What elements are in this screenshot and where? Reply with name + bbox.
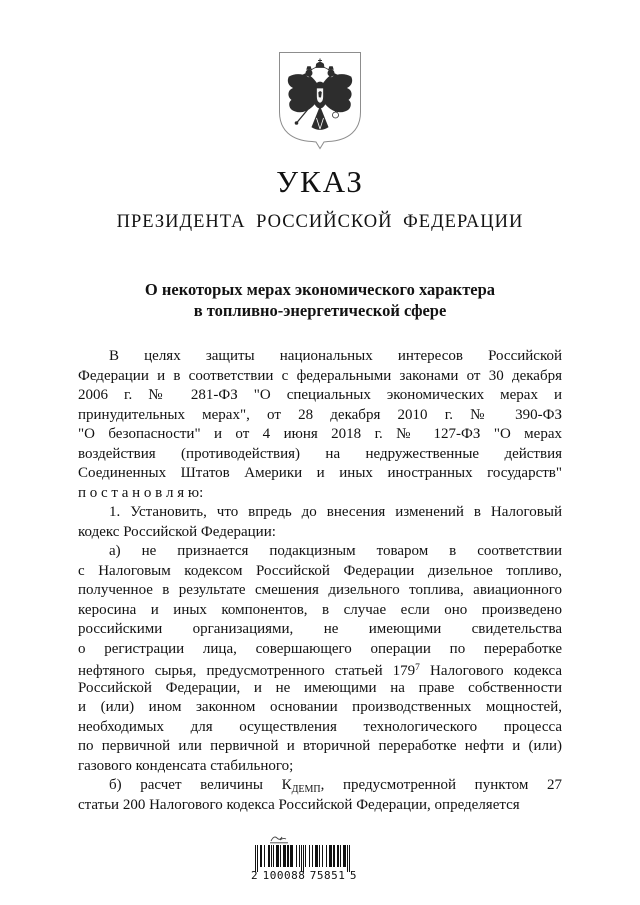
decree-subject-heading (0, 279, 640, 321)
body-line: "О безопасности" и от 4 июня 2018 г. № 127-ФЗ "О мерах (78, 426, 562, 442)
body-line: В целях защиты национальных интересов Российской (109, 348, 562, 364)
handwritten-mark-icon (268, 834, 292, 845)
document-title: УКАЗ (276, 164, 364, 199)
body-line: статьи 200 Налогового кодекса Российской Федерации, определяется (78, 796, 520, 813)
document-body (78, 347, 562, 815)
body-line: 2006 г. № 281-ФЗ "О специальных экономических мерах и (78, 387, 562, 403)
coat-of-arms-icon (279, 52, 361, 150)
body-line: по первичной или первичной и вторичной переработке нефти и (или) (78, 738, 562, 754)
body-line: полученное в результате смешения дизельного топлива, авиационного (78, 582, 562, 598)
body-line: б) расчет величины $К_{ДЕМП}$, предусмотренной пунктом 27 (109, 777, 562, 795)
double-headed-eagle-icon (288, 59, 352, 130)
document-subtitle: ПРЕЗИДЕНТА РОССИЙСКОЙ ФЕДЕРАЦИИ (116, 212, 524, 232)
barcode-digit-group: 2 (251, 869, 259, 882)
body-line: нефтяного сырья, предусмотренного статьей $179^7$ Налогового кодекса (78, 663, 562, 679)
body-line: а) не признается подакцизным товаром в соответствии (109, 543, 562, 559)
heading-line-2: в топливно-энергетической сфере (193, 301, 447, 320)
publication-barcode (251, 833, 365, 893)
barcode-digits (251, 869, 357, 882)
body-line: 1. Установить, что впредь до внесения изменений в Налоговый (109, 504, 562, 520)
body-line: п о с т а н о в л я ю: (78, 484, 204, 501)
barcode-digit-group: 5 (349, 869, 357, 882)
body-line: Соединенных Штатов Америки и иных иностранных государств" (78, 465, 562, 481)
body-line: керосина и иных компонентов, в случае если оно произведено (78, 601, 562, 618)
body-line: воздействия (противодействия) на недружественные действия (78, 445, 562, 462)
body-line: о регистрации лица, совершающего операции по переработке (78, 640, 562, 657)
body-line: газового конденсата стабильного; (78, 757, 294, 774)
body-line: российскими организациями, не имеющими свидетельства (78, 621, 562, 637)
body-line: принудительных мерах", от 28 декабря 2010 г. № 390-ФЗ (78, 406, 562, 423)
body-line: Федерации и в соответствии с федеральными законами от 30 декабря (78, 367, 562, 384)
body-line: кодекс Российской Федерации: (78, 523, 276, 540)
barcode-digit-group: 100088 (262, 869, 306, 882)
body-line: с Налоговым кодексом Российской Федерации дизельное топливо, (78, 562, 562, 579)
body-line: Российской Федерации, и не имеющими на праве собственности (78, 679, 562, 696)
body-line: необходимых для осуществления технологического процесса (78, 718, 562, 735)
heading-line-1: О некоторых мерах экономического характера (144, 280, 496, 299)
barcode-digit-group: 75851 (309, 869, 346, 882)
body-line: и (или) ином законном основании производственных мощностей, (78, 699, 562, 715)
